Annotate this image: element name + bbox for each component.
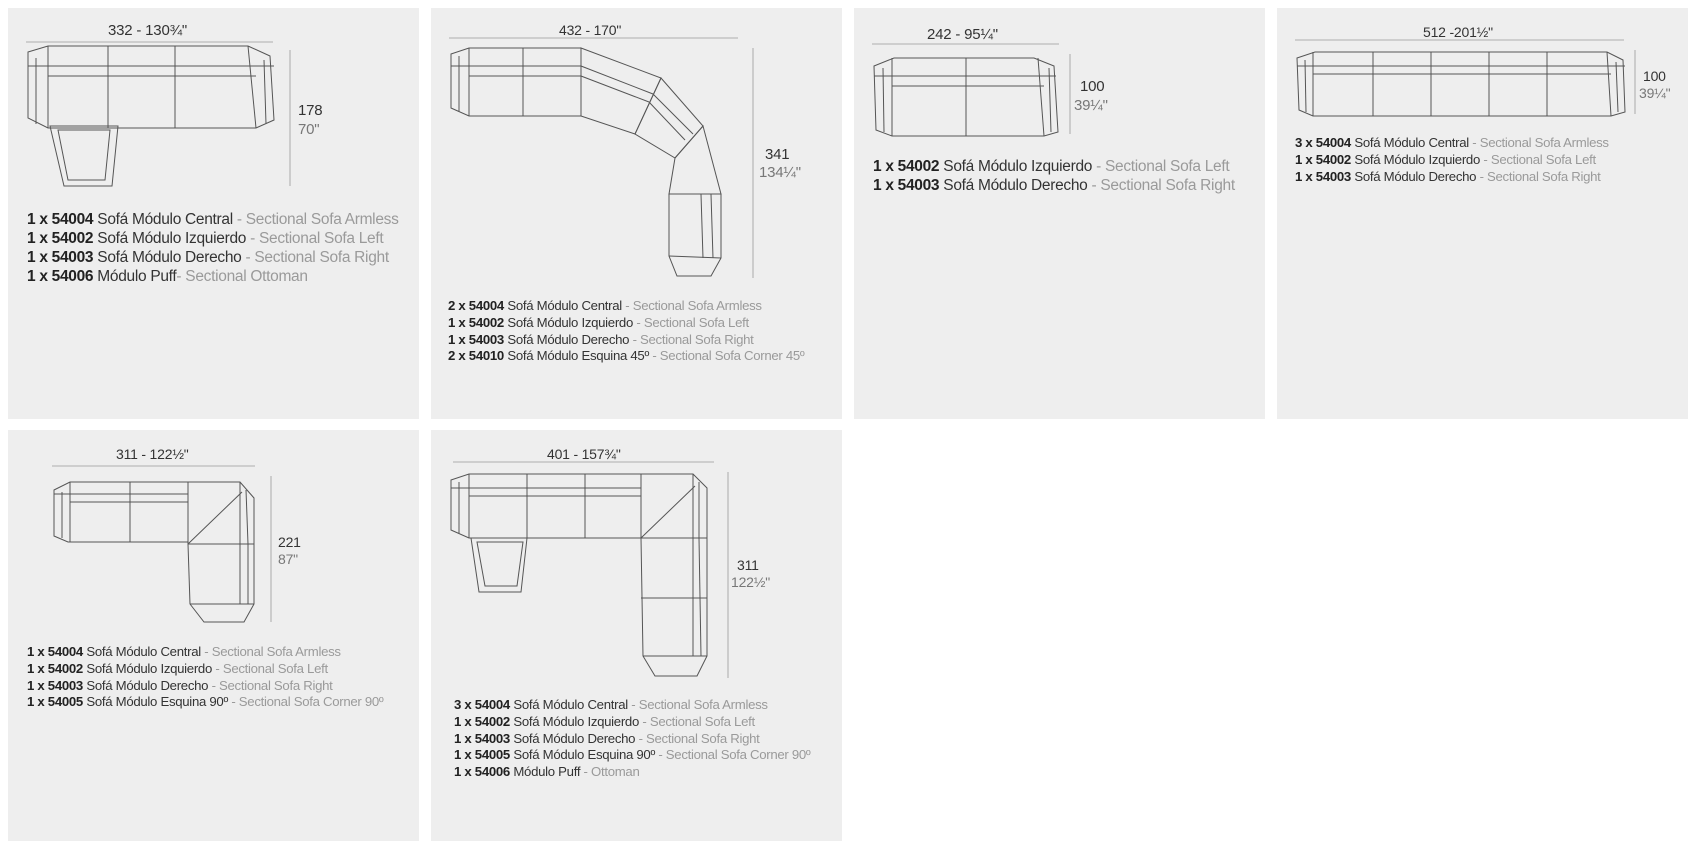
module-qty-code: 1 x 54003 [454,730,510,746]
module-qty-code: 1 x 54005 [27,694,83,710]
module-item [27,210,399,229]
module-name-es: Sofá Módulo Esquina 45º [507,348,649,364]
module-qty-code: 1 x 54002 [873,158,940,175]
module-item [27,644,383,661]
configuration-card-4 [1277,8,1688,419]
depth-dimension-in: 39¼" [1639,85,1671,101]
module-item [873,157,1235,176]
module-qty-code: 1 x 54002 [27,230,94,247]
width-dimension: 401 - 157¾" [547,446,621,462]
module-qty-code: 2 x 54010 [448,348,504,364]
module-list [27,210,399,286]
module-name-es: Sofá Módulo Central [86,644,201,659]
module-name-en: - Sectional Sofa Corner 90º [654,747,811,763]
module-name-en: - Sectional Sofa Left [1092,158,1230,175]
configuration-card-6 [431,430,842,841]
module-item [454,764,810,781]
module-item [454,731,810,748]
configuration-card-2 [431,8,842,419]
module-list [454,697,810,781]
module-name-en: - Sectional Sofa Right [208,677,333,693]
module-item [454,697,810,714]
module-name-en: - Sectional Sofa Left [212,660,328,676]
module-name-en: - Sectional Sofa Left [246,230,384,247]
module-qty-code: 1 x 54003 [27,249,94,266]
width-dimension: 242 - 95¼" [927,26,998,43]
module-qty-code: 1 x 54006 [27,268,94,285]
sofa-diagram [8,430,419,841]
module-item [27,661,383,678]
width-dimension: 311 - 122½" [116,446,189,462]
module-name-es: Sofá Módulo Derecho [507,331,630,347]
width-dimension: 332 - 130¾" [108,22,188,39]
module-item [27,229,399,248]
module-name-en: - Sectional Sofa Armless [627,697,768,712]
module-qty-code: 1 x 54006 [454,764,510,780]
module-name-en: - Sectional Sofa Armless [1468,135,1609,150]
module-name-es: Sofá Módulo Central [507,298,622,313]
module-item [448,348,804,365]
module-list [27,644,383,711]
module-name-en: - Sectional Sofa Armless [200,644,341,659]
module-name-en: - Sectional Sofa Right [1476,168,1601,184]
module-item [27,248,399,267]
depth-dimension-in: 134¼" [759,164,801,181]
module-qty-code: 3 x 54004 [1295,135,1351,150]
module-name-es: Sofá Módulo Izquierdo [86,660,213,676]
module-qty-code: 1 x 54003 [448,331,504,347]
depth-dimension-cm: 178 [298,102,323,119]
module-name-en: - Sectional Sofa Left [633,314,749,330]
module-name-en: - Sectional Sofa Right [241,249,389,266]
module-name-es: Sofá Módulo Derecho [1354,168,1477,184]
module-qty-code: 3 x 54004 [454,697,510,712]
module-name-es: Sofá Módulo Esquina 90º [86,694,228,710]
module-name-en: - Sectional Sofa Armless [232,211,399,228]
module-qty-code: 1 x 54002 [1295,151,1351,167]
module-item [27,678,383,695]
module-item [27,694,383,711]
depth-dimension-cm: 311 [737,557,759,573]
module-qty-code: 1 x 54005 [454,747,510,763]
configuration-card-3 [854,8,1265,419]
depth-dimension-cm: 341 [765,146,790,163]
module-name-es: Sofá Módulo Izquierdo [943,158,1093,175]
module-qty-code: 1 x 54003 [1295,168,1351,184]
module-name-en: - Sectional Sofa Right [635,730,760,746]
module-name-es: Sofá Módulo Derecho [943,177,1088,194]
depth-dimension-cm: 100 [1643,68,1666,84]
module-name-en: - Sectional Sofa Right [1087,177,1235,194]
module-name-es: Sofá Módulo Izquierdo [513,713,640,729]
sofa-diagram [1277,8,1688,419]
module-qty-code: 1 x 54003 [873,177,940,194]
module-item [1295,152,1609,169]
module-qty-code: 1 x 54002 [448,314,504,330]
module-name-es: Sofá Módulo Izquierdo [1354,151,1481,167]
depth-dimension-in: 39¼" [1074,97,1108,114]
module-item [454,747,810,764]
module-name-en: - Sectional Sofa Left [1480,151,1596,167]
module-item [448,315,804,332]
depth-dimension-cm: 221 [278,534,301,550]
configuration-card-1 [8,8,419,419]
module-item [448,298,804,315]
module-list [873,157,1235,195]
module-qty-code: 1 x 54002 [454,713,510,729]
module-name-en: - Sectional Sofa Corner 45º [648,348,805,364]
module-name-es: Sofá Módulo Central [97,211,233,228]
sofa-diagram [854,8,1265,419]
module-qty-code: 1 x 54004 [27,644,83,659]
depth-dimension-in: 87" [278,551,298,567]
module-item [873,176,1235,195]
module-name-en: - Sectional Ottoman [176,268,308,285]
module-name-en: - Sectional Sofa Right [629,331,754,347]
module-item [27,267,399,286]
module-name-es: Sofá Módulo Izquierdo [97,230,247,247]
depth-dimension-cm: 100 [1080,78,1105,95]
module-item [1295,135,1609,152]
width-dimension: 432 - 170" [559,22,622,38]
module-qty-code: 2 x 54004 [448,298,504,313]
module-item [1295,169,1609,186]
module-name-es: Sofá Módulo Derecho [86,677,209,693]
module-name-en: - Ottoman [580,764,640,780]
module-name-es: Módulo Puff [513,764,581,780]
module-item [448,332,804,349]
module-name-es: Sofá Módulo Derecho [513,730,636,746]
module-list [1295,135,1609,185]
module-name-es: Sofá Módulo Central [1354,135,1469,150]
configuration-card-5 [8,430,419,841]
module-qty-code: 1 x 54004 [27,211,94,228]
module-item [454,714,810,731]
module-name-en: - Sectional Sofa Armless [621,298,762,313]
module-name-en: - Sectional Sofa Corner 90º [227,694,384,710]
module-name-es: Sofá Módulo Central [513,697,628,712]
module-list [448,298,804,365]
module-name-es: Sofá Módulo Izquierdo [507,314,634,330]
module-name-es: Sofá Módulo Esquina 90º [513,747,655,763]
depth-dimension-in: 122½" [731,574,771,590]
module-qty-code: 1 x 54003 [27,677,83,693]
depth-dimension-in: 70" [298,121,320,138]
module-qty-code: 1 x 54002 [27,660,83,676]
width-dimension: 512 -201½" [1423,24,1493,40]
module-name-es: Sofá Módulo Derecho [97,249,242,266]
module-name-en: - Sectional Sofa Left [639,713,755,729]
module-name-es: Módulo Puff [97,268,177,285]
